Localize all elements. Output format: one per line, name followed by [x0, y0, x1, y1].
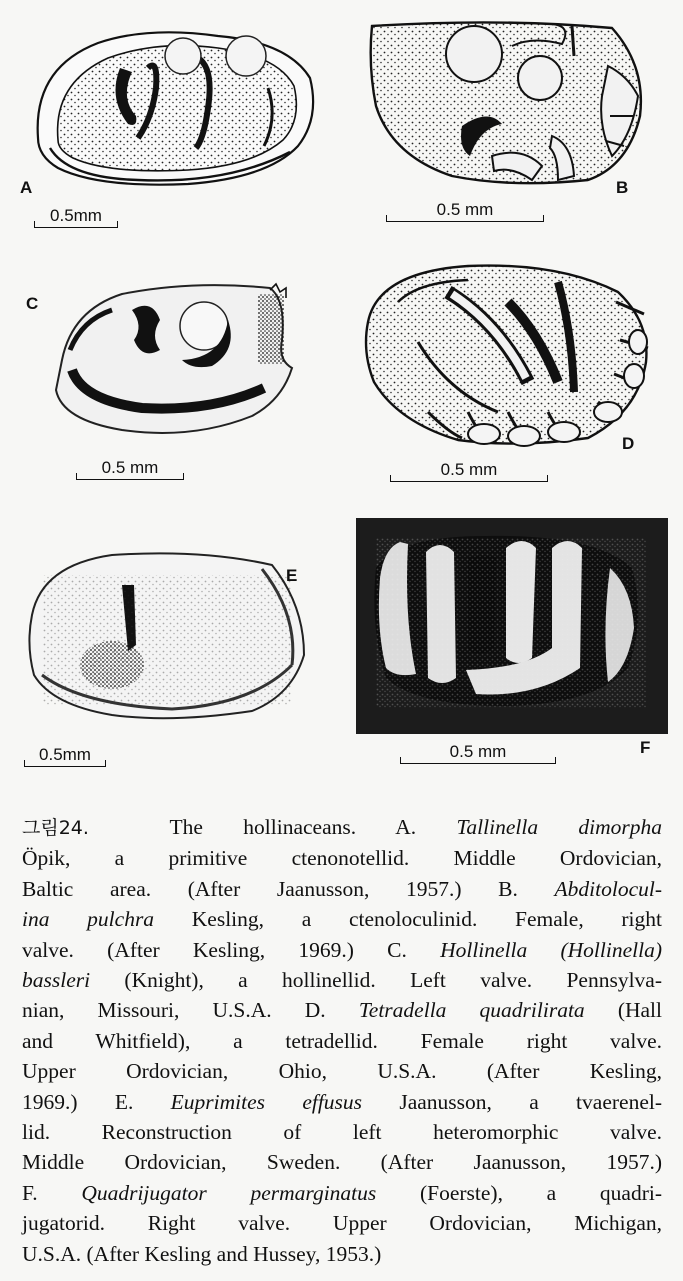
figure-d-scale-bar: [390, 475, 548, 482]
figure-d-letter: D: [622, 434, 635, 453]
specimen-e-drawing: [22, 545, 312, 725]
figure-e-scale-bar: [24, 760, 106, 767]
caption-line-14: jugatorid. Right valve. Upper Ordovician, Michigan,: [22, 1211, 662, 1236]
figure-c-scale: [76, 458, 184, 478]
figure-b: [362, 16, 648, 186]
figure-d: [358, 262, 658, 448]
figure-a: [28, 28, 318, 198]
figure-f-scale: [400, 742, 556, 762]
figure-f-scale-label: 0.5 mm: [449, 742, 507, 761]
figure-d-scale-label: 0.5 mm: [440, 460, 498, 479]
figure-f: [356, 518, 668, 734]
figure-c-scale-label: 0.5 mm: [101, 458, 159, 477]
caption-line-15: U.S.A. (After Kesling and Hussey, 1953.): [22, 1241, 382, 1266]
caption-line-5: valve. (After Kesling, 1969.) C. Hollinella (Hollinella): [22, 937, 662, 962]
figure-d-scale: [390, 460, 548, 480]
figure-caption: [22, 812, 662, 1269]
figure-a-scale: [34, 206, 118, 226]
caption-line-1: 그림24. The hollinaceans. A. Tallinella dimorpha: [22, 815, 662, 839]
specimen-c-drawing: [42, 280, 302, 440]
specimen-b-drawing: [362, 16, 648, 186]
figure-a-scale-bar: [34, 221, 118, 228]
figure-f-letter: F: [640, 738, 651, 757]
specimen-a-drawing: [28, 28, 318, 198]
figure-f-scale-bar: [400, 757, 556, 764]
caption-label: 그림24.: [22, 817, 89, 839]
figure-e-scale: [24, 745, 106, 765]
caption-line-2: Öpik, a primitive ctenonotellid. Middle Ordovician,: [22, 846, 662, 871]
caption-line-13: F. Quadrijugator permarginatus (Foerste), a quadri-: [22, 1180, 662, 1205]
figure-c: [42, 280, 302, 440]
figure-c-letter: C: [26, 294, 39, 313]
figure-e-scale-label: 0.5mm: [39, 745, 91, 764]
caption-line-12: Middle Ordovician, Sweden. (After Jaanusson, 1957.): [22, 1150, 662, 1175]
caption-line-8: and Whitfield), a tetradellid. Female right valve.: [22, 1028, 662, 1053]
figure-b-letter: B: [616, 178, 629, 197]
caption-line-3: Baltic area. (After Jaanusson, 1957.) B. Abditolocul-: [22, 876, 662, 901]
caption-line-9: Upper Ordovician, Ohio, U.S.A. (After Kesling,: [22, 1059, 662, 1084]
caption-line-11: lid. Reconstruction of left heteromorphic valve.: [22, 1120, 662, 1145]
figure-e: [22, 545, 312, 725]
figure-b-scale: [386, 200, 544, 220]
caption-line-10: 1969.) E. Euprimites effusus Jaanusson, a tvaerenel-: [22, 1089, 662, 1114]
figure-e-letter: E: [286, 566, 298, 585]
specimen-d-drawing: [358, 262, 658, 448]
caption-line-7: nian, Missouri, U.S.A. D. Tetradella quadrilirata (Hall: [22, 998, 662, 1023]
figure-a-scale-label: 0.5mm: [50, 206, 102, 225]
caption-line-6: bassleri (Knight), a hollinellid. Left valve. Pennsylva-: [22, 968, 662, 993]
figure-a-letter: A: [20, 178, 33, 197]
figure-b-scale-label: 0.5 mm: [436, 200, 494, 219]
figure-c-scale-bar: [76, 473, 184, 480]
caption-line-4: ina pulchra Kesling, a ctenoloculinid. Female, right: [22, 907, 662, 932]
specimen-f-photo: [356, 518, 668, 734]
figure-b-scale-bar: [386, 215, 544, 222]
